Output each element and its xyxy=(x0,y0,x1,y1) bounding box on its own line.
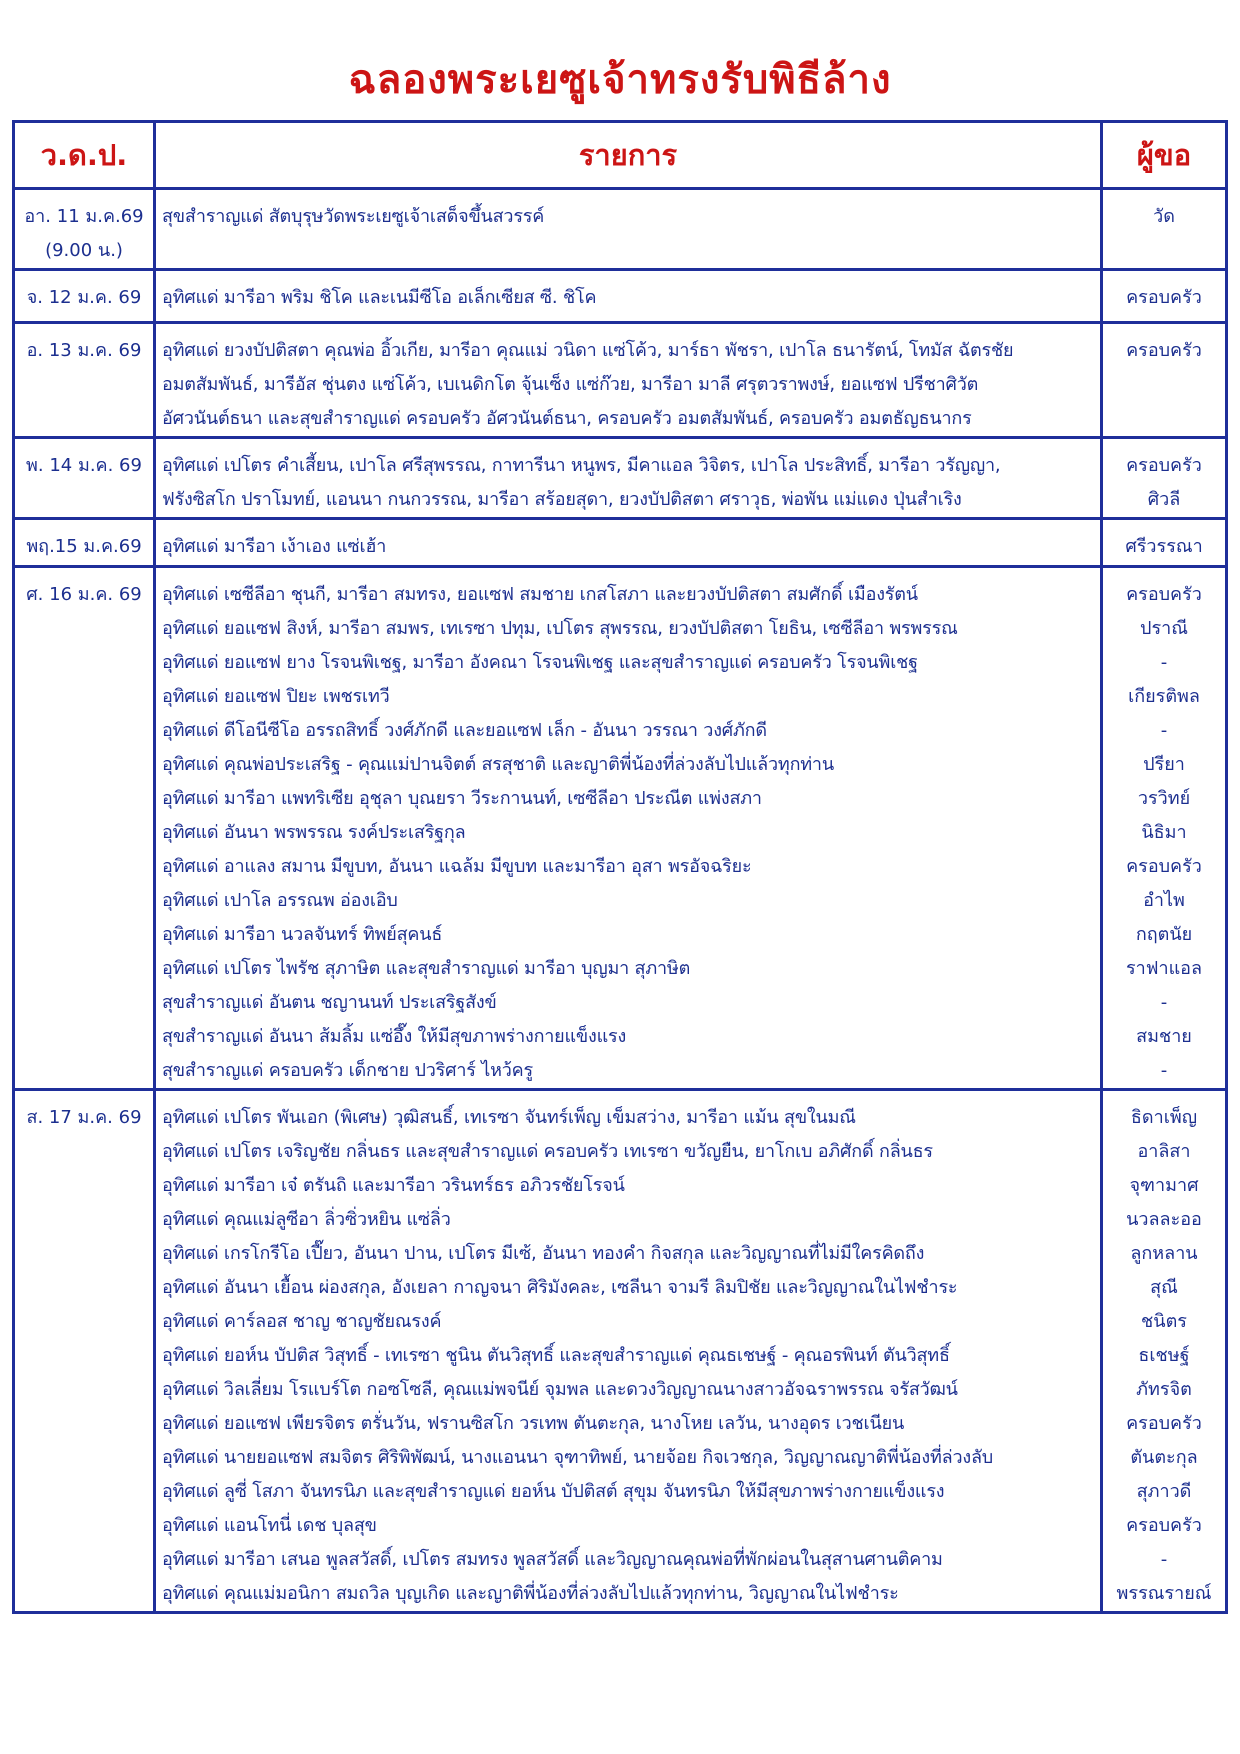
intention-line: อุทิศแด่ ยวงบัปติสตา คุณพ่อ อิ้วเกีย, มารีอา คุณแม่ วนิดา แซ่โค้ว, มาร์ธา พัชรา, เปาโล ธนารัตน์, โทมัส ฉัตรชัย xyxy=(162,340,1014,361)
date-cell xyxy=(14,567,155,1090)
page-title: ฉลองพระเยซูเจ้าทรงรับพิธีล้าง xyxy=(348,57,892,103)
requester-name: ชนิตร xyxy=(1141,1311,1187,1332)
intention-line: อุทิศแด่ เปโตร คำเสี้ยน, เปาโล ศรีสุพรรณ, กาทารีนา หนูพร, มีคาแอล วิจิตร, เปาโล ประสิทธิ์, มารีอา วรัญญา, xyxy=(162,455,1001,476)
intention-line: อุทิศแด่ ยอแซฟ ยาง โรจนพิเชฐ, มารีอา อังคณา โรจนพิเชฐ และสุขสำราญแด่ ครอบครัว โรจนพิเชฐ xyxy=(162,652,918,673)
table-row xyxy=(14,519,1227,567)
intention-cell xyxy=(155,323,1102,438)
requester-name: ครอบครัว xyxy=(1126,584,1202,605)
requester-name: อำไพ xyxy=(1143,890,1185,911)
intention-line: อัศวนันต์ธนา และสุขสำราญแด่ ครอบครัว อัศวนันต์ธนา, ครอบครัว อมตสัมพันธ์, ครอบครัว อมตธัญธนากร xyxy=(162,408,972,429)
requester-name: ราฟาแอล xyxy=(1125,958,1203,979)
intention-line: อุทิศแด่ มารีอา เจ๋ ตรันถิ และมารีอา วรินทร์ธร อภิวรชัยโรจน์ xyxy=(162,1175,625,1196)
requester-cell xyxy=(1102,1090,1227,1613)
header-items: รายการ xyxy=(155,122,1102,189)
intention-line: อุทิศแด่ เปโตร เจริญชัย กลิ่นธร และสุขสำราญแด่ ครอบครัว เทเรซา ขวัญยืน, ยาโกเบ อภิศักดิ์ กลิ่นธร xyxy=(162,1141,933,1162)
intention-line: อุทิศแด่ ยอแซฟ เพียรจิตร ตรั่นวัน, ฟรานซิสโก วรเทพ ตันตะกุล, นางโหย เลวัน, นางอุดร เวชเนียน xyxy=(162,1413,905,1434)
date-text: ส. 17 ม.ค. 69 xyxy=(26,1107,142,1128)
intention-line: อุทิศแด่ คุณแม่มอนิกา สมถวิล บุญเกิด และญาติพี่น้องที่ล่วงลับไปแล้วทุกท่าน, วิญญาณในไฟชำระ xyxy=(162,1583,899,1604)
requester-name: - xyxy=(1160,720,1168,741)
intention-line: อุทิศแด่ อาแลง สมาน มีขูบท, อันนา แฉล้ม มีขูบท และมารีอา อุสา พรอัจฉริยะ xyxy=(162,856,752,877)
requester-name: ปราณี xyxy=(1140,618,1188,639)
intention-line: สุขสำราญแด่ อันตน ชญานนท์ ประเสริฐสังข์ xyxy=(162,992,497,1013)
header-requester: ผู้ขอ xyxy=(1102,122,1227,189)
intention-cell xyxy=(155,567,1102,1090)
requester-name: ศรีวรรณา xyxy=(1125,536,1203,557)
requester-name: กฤตนัย xyxy=(1135,924,1193,945)
requester-name: วรวิทย์ xyxy=(1137,788,1191,809)
requester-name: - xyxy=(1160,1060,1168,1081)
table-header-row xyxy=(14,122,1227,189)
requester-cell xyxy=(1102,519,1227,567)
requester-name: เกียรติพล xyxy=(1128,686,1200,707)
intention-line: สุขสำราญแด่ สัตบุรุษวัดพระเยซูเจ้าเสด็จขึ้นสวรรค์ xyxy=(162,206,545,227)
requester-name: จุฑามาศ xyxy=(1129,1175,1199,1196)
date-text: อา. 11 ม.ค.69 xyxy=(24,206,144,227)
date-text: อ. 13 ม.ค. 69 xyxy=(26,340,142,361)
requester-name: - xyxy=(1160,992,1168,1013)
intention-line: อุทิศแด่ ยอห์น บัปติส วิสุทธิ์ - เทเรซา ชูนิน ตันวิสุทธิ์ และสุขสำราญแด่ คุณธเชษฐ์ - คุณอรพินท์ ตันวิสุทธิ์ xyxy=(162,1345,950,1366)
table-row xyxy=(14,189,1227,270)
intention-cell xyxy=(155,270,1102,323)
intention-line: อุทิศแด่ มารีอา นวลจันทร์ ทิพย์สุคนธ์ xyxy=(162,924,443,945)
date-text: พ. 14 ม.ค. 69 xyxy=(26,455,142,476)
date-text: จ. 12 ม.ค. 69 xyxy=(26,287,142,308)
table-row xyxy=(14,323,1227,438)
requester-name: ตันตะกุล xyxy=(1130,1447,1198,1468)
date-cell xyxy=(14,189,155,270)
intention-line: อุทิศแด่ นายยอแซฟ สมจิตร ศิริพิพัฒน์, นางแอนนา จุฑาทิพย์, นายจ้อย กิจเวชกุล, วิญญาณญาติพี่น้องที่ล่วงลับ xyxy=(162,1447,994,1468)
intention-line: อุทิศแด่ คุณแม่ลูซีอา ลิ่วซิ่วหยิน แซ่ลิ่ว xyxy=(162,1209,451,1230)
requester-name: อาลิสา xyxy=(1137,1141,1191,1162)
table-row xyxy=(14,270,1227,323)
intention-cell xyxy=(155,438,1102,519)
requester-name: สมชาย xyxy=(1136,1026,1192,1047)
intention-line: อุทิศแด่ แอนโทนี่ เดช บุลสุข xyxy=(162,1515,377,1536)
intention-line: อุทิศแด่ เปาโล อรรณพ อ่องเอิบ xyxy=(162,890,398,911)
intention-cell xyxy=(155,1090,1102,1613)
date-cell xyxy=(14,438,155,519)
intention-line: อุทิศแด่ มารีอา พริม ชิโค และเนมีซีโอ อเล็กเซียส ซี. ชิโค xyxy=(162,287,597,308)
requester-name: ศิวลี xyxy=(1147,489,1181,510)
requester-name: นวลละออ xyxy=(1126,1209,1202,1230)
intention-line: อุทิศแด่ ยอแซฟ ปิยะ เพชรเทวี xyxy=(162,686,390,707)
requester-name: นิธิมา xyxy=(1141,822,1187,843)
date-cell xyxy=(14,1090,155,1613)
requester-name: สุภาวดี xyxy=(1136,1481,1192,1502)
requester-name: ครอบครัว xyxy=(1126,1515,1202,1536)
intention-line: อมตสัมพันธ์, มารีอัส ชุ่นตง แซ่โค้ว, เบเนดิกโต จุ้นเซ็ง แซ่ก๊วย, มารีอา มาลี ศรุตวราพงษ์, ยอแซฟ ปรีชาศิวัต xyxy=(162,374,979,395)
intention-cell xyxy=(155,519,1102,567)
intention-line: อุทิศแด่ ยอแซฟ สิงห์, มารีอา สมพร, เทเรซา ปทุม, เปโตร สุพรรณ, ยวงบัปติสตา โยธิน, เซซีลีอา พรพรรณ xyxy=(162,618,958,639)
intention-line: อุทิศแด่ ดีโอนีซีโอ อรรถสิทธิ์ วงศ์ภักดี และยอแซฟ เล็ก - อันนา วรรณา วงศ์ภักดี xyxy=(162,720,767,741)
table-row xyxy=(14,1090,1227,1613)
date-text: (9.00 น.) xyxy=(45,240,123,261)
date-text: ศ. 16 ม.ค. 69 xyxy=(26,584,142,605)
requester-name: พรรณรายณ์ xyxy=(1116,1583,1212,1604)
requester-name: ครอบครัว xyxy=(1126,856,1202,877)
intention-cell xyxy=(155,189,1102,270)
intention-line: อุทิศแด่ เปโตร ไพรัช สุภาษิต และสุขสำราญแด่ มารีอา บุญมา สุภาษิต xyxy=(162,958,691,979)
requester-name: ครอบครัว xyxy=(1126,455,1202,476)
intention-line: อุทิศแด่ มารีอา แพทริเซีย อุชุลา บุณยรา วีระกานนท์, เซซีลีอา ประณีต แพ่งสภา xyxy=(162,788,762,809)
intention-line: อุทิศแด่ เปโตร พันเอก (พิเศษ) วุฒิสนธิ์, เทเรซา จันทร์เพ็ญ เข็มสว่าง, มารีอา แม้น สุขในมณี xyxy=(162,1107,856,1128)
requester-name: วัด xyxy=(1153,206,1175,227)
requester-name: ปรียา xyxy=(1143,754,1185,775)
requester-name: ครอบครัว xyxy=(1126,287,1202,308)
requester-name: ธเชษฐ์ xyxy=(1138,1345,1190,1366)
intention-line: อุทิศแด่ คุณพ่อประเสริฐ - คุณแม่ปานจิตต์ สรสุชาติ และญาติพี่น้องที่ล่วงลับไปแล้วทุกท่าน xyxy=(162,754,834,775)
requester-name: ธิดาเพ็ญ xyxy=(1130,1107,1198,1128)
intention-line: อุทิศแด่ วิลเลี่ยม โรแบร์โต กอซโซลี, คุณแม่พจนีย์ จุมพล และดวงวิญญาณนางสาวอัจฉราพรรณ จรัสวัฒน์ xyxy=(162,1379,958,1400)
intention-line: อุทิศแด่ คาร์ลอส ชาญ ชาญชัยณรงค์ xyxy=(162,1311,442,1332)
requester-cell xyxy=(1102,270,1227,323)
intention-line: สุขสำราญแด่ อันนา ส้มลิ้ม แซ่อึ๊ง ให้มีสุขภาพร่างกายแข็งแรง xyxy=(162,1026,627,1047)
date-cell xyxy=(14,270,155,323)
requester-cell xyxy=(1102,438,1227,519)
requester-cell xyxy=(1102,189,1227,270)
intention-line: อุทิศแด่ เกรโกรีโอ เปี๊ยว, อันนา ปาน, เปโตร มีเซ้, อันนา ทองคำ กิจสกุล และวิญญาณที่ไม่มีใครคิดถึง xyxy=(162,1243,925,1264)
header-date: ว.ด.ป. xyxy=(14,122,155,189)
intention-line: อุทิศแด่ มารีอา เง้าเอง แซ่เฮ้า xyxy=(162,536,387,557)
table-row xyxy=(14,567,1227,1090)
date-cell xyxy=(14,323,155,438)
requester-name: - xyxy=(1160,1549,1168,1570)
intention-line: อุทิศแด่ อันนา เยื้อน ผ่องสกุล, อังเยลา กาญจนา ศิริมังคละ, เซลีนา จามรี ลิมปิชัย และวิญญาณในไฟชำระ xyxy=(162,1277,958,1298)
table-row xyxy=(14,438,1227,519)
requester-name: ครอบครัว xyxy=(1126,340,1202,361)
requester-name: ภัทรจิต xyxy=(1136,1379,1192,1400)
date-text: พฤ.15 ม.ค.69 xyxy=(26,536,142,557)
requester-name: ลูกหลาน xyxy=(1130,1243,1198,1264)
intention-line: อุทิศแด่ อันนา พรพรรณ รงค์ประเสริฐกุล xyxy=(162,822,466,843)
intention-line: อุทิศแด่ มารีอา เสนอ พูลสวัสดิ์, เปโตร สมทรง พูลสวัสดิ์ และวิญญาณคุณพ่อที่พักผ่อนในสุสานศานติคาม xyxy=(162,1549,943,1570)
requester-name: - xyxy=(1160,652,1168,673)
requester-name: ครอบครัว xyxy=(1126,1413,1202,1434)
requester-cell xyxy=(1102,567,1227,1090)
intention-line: สุขสำราญแด่ ครอบครัว เด็กชาย ปวริศาร์ ไหว้ครู xyxy=(162,1060,533,1081)
mass-intention-table xyxy=(12,120,1228,1614)
intention-line: ฟรังซิสโก ปราโมทย์, แอนนา กนกวรรณ, มารีอา สร้อยสุดา, ยวงบัปติสตา ศราวุธ, พ่อพัน แม่แดง ปุ่นสำเริง xyxy=(162,489,962,510)
intention-line: อุทิศแด่ ลูซี่ โสภา จันทรนิภ และสุขสำราญแด่ ยอห์น บัปติสต์ สุขุม จันทรนิภ ให้มีสุขภาพร่างกายแข็งแรง xyxy=(162,1481,945,1502)
requester-name: สุณี xyxy=(1150,1277,1178,1298)
requester-cell xyxy=(1102,323,1227,438)
intention-line: อุทิศแด่ เซซีลีอา ชุนกี, มารีอา สมทรง, ยอแซฟ สมชาย เกสโสภา และยวงบัปติสตา สมศักดิ์ เมืองรัตน์ xyxy=(162,584,918,605)
date-cell xyxy=(14,519,155,567)
